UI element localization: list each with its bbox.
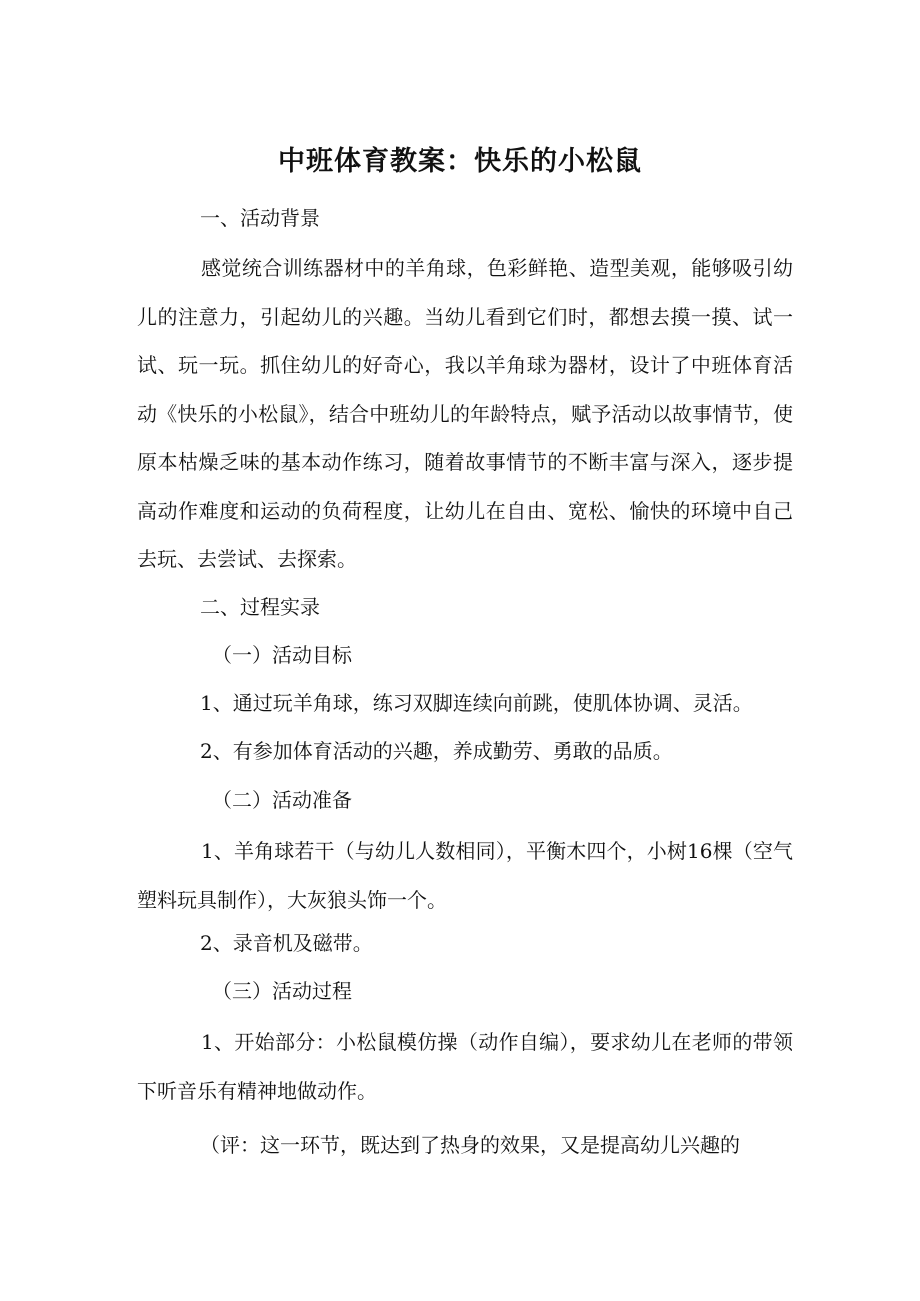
comment-line: （评：这一环节，既达到了热身的效果，又是提高幼儿兴趣的 <box>200 1133 740 1157</box>
goal-item-1: 1、通过玩羊角球，练习双脚连续向前跳，使肌体协调、灵活。 <box>200 691 753 715</box>
preparation-item-1: 1、羊角球若干（与幼儿人数相同），平衡木四个，小树16棵（空气塑料玩具制作），大灰狼头饰一个。 <box>137 839 793 912</box>
background-heading: 一、活动背景 <box>200 206 320 230</box>
preparation-item-2: 2、录音机及磁带。 <box>200 931 373 955</box>
process-heading: 二、过程实录 <box>200 595 320 619</box>
preparation-heading: （二）活动准备 <box>212 788 352 812</box>
document-title: 中班体育教案：快乐的小松鼠 <box>278 146 642 177</box>
goals-heading: （一）活动目标 <box>212 643 352 667</box>
goal-item-2: 2、有参加体育活动的兴趣，养成勤劳、勇敢的品质。 <box>200 739 673 763</box>
background-paragraph: 感觉统合训练器材中的羊角球，色彩鲜艳、造型美观，能够吸引幼儿的注意力，引起幼儿的兴趣。当幼儿看到它们时，都想去摸一摸、试一试、玩一玩。抓住幼儿的好奇心，我以羊角球为器材，设计了中班体育活动《快乐的小松鼠》，结合中班幼儿的年龄特点，赋予活动以故事情节，使原本枯燥乏味的基本动作练习，随着故事情节的不断丰富与深入，逐步提高动作难度和运动的负荷程度，让幼儿在自由、宽松、愉快的环境中自己去玩、去尝试、去探索。 <box>137 256 793 571</box>
activity-heading: （三）活动过程 <box>212 979 352 1003</box>
activity-item-1: 1、开始部分：小松鼠模仿操（动作自编），要求幼儿在老师的带领下听音乐有精神地做动作。 <box>137 1030 793 1103</box>
